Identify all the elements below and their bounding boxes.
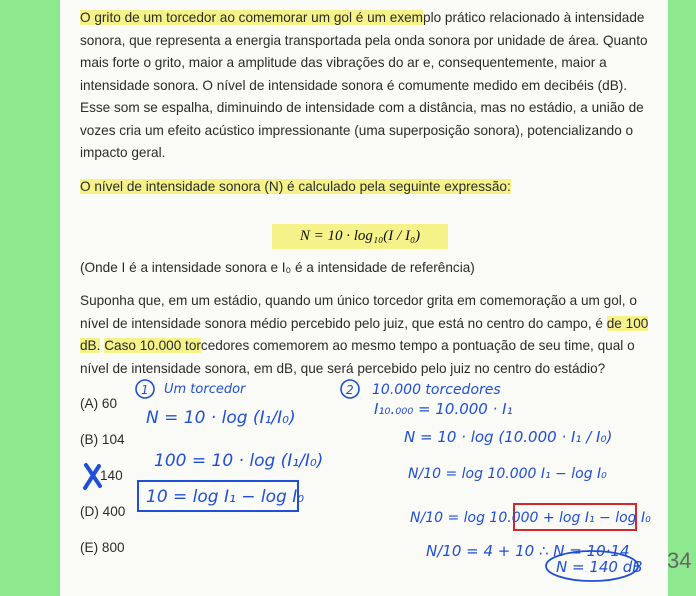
hw-one-fan: Um torcedor xyxy=(164,382,246,397)
hw-r6: N = 140 dB xyxy=(556,558,643,576)
intro-rest-a: plo prático relacionado à intensidade xyxy=(423,10,645,25)
formula: N = 10 · log₁₀(I / I₀) xyxy=(272,224,448,249)
question-part-b: cedores comemorem ao mesmo tempo a pontuação de seu time, qual o nível de intensidade sonora, em dB, que será percebido pelo juiz no centro do estádio? xyxy=(80,338,635,376)
reference-note: (Onde I é a intensidade sonora e I₀ é a intensidade de referência) xyxy=(80,260,475,275)
question-part-a: Suponha que, em um estádio, quando um único torcedor grita em comemoração a um gol, o nível de intensidade sonora médio percebido pelo juiz, que está no centro do campo, é xyxy=(80,293,637,331)
option-d[interactable]: (D) 400 xyxy=(80,504,126,519)
hw-r3: N/10 = log 10.000 I₁ − log I₀ xyxy=(408,466,607,482)
hw-c2: 2 xyxy=(346,383,354,397)
option-b[interactable]: (B) 104 xyxy=(80,432,125,447)
option-c[interactable]: 140 xyxy=(100,468,123,483)
highlight-10000: Caso 10.000 tor xyxy=(104,338,201,353)
option-a[interactable]: (A) 60 xyxy=(80,396,118,411)
highlight-100db: de 100 dB. xyxy=(80,315,649,353)
highlight-expression: O nível de intensidade sonora (N) é calculado pela seguinte expressão: xyxy=(80,179,511,194)
hw-c1: 1 xyxy=(141,383,149,397)
page-number: 34 xyxy=(667,548,692,573)
option-e[interactable]: (E) 800 xyxy=(80,540,125,555)
hw-r4: N/10 = log 10.000 + log I₁ − log I₀ xyxy=(410,510,651,526)
intro-rest-b: sonora, que representa a energia transportada pela onda sonora por unidade de área. Quanto mais forte o grito, maior a amplitude das vibrações do ar e, consequentemente, maior a intensidade sonora. O nível de intensidade sonora é comumente medido em decibéis (dB). Esse som se espalha, diminuindo de intensidade com a distância, mas no estádio, a união de vozes cria um efeito acústico impressionante (uma superposição sonora), potencializando o impacto geral. xyxy=(80,32,648,160)
hw-r1: I₁₀.₀₀₀ = 10.000 · I₁ xyxy=(374,400,513,418)
hw-r2: N = 10 · log (10.000 · I₁ / I₀) xyxy=(404,428,613,446)
selected-answer-mark xyxy=(85,465,100,488)
hw-eq1: N = 10 · log (I₁/I₀) xyxy=(146,408,296,428)
hw-eq3: 10 = log I₁ − log I₀ xyxy=(146,487,305,507)
hw-eq2: 100 = 10 · log (I₁/I₀) xyxy=(154,451,324,471)
hw-r5: N/10 = 4 + 10 ∴ N = 10·14 xyxy=(426,542,630,560)
hw-ten-thousand-fans: 10.000 torcedores xyxy=(372,382,501,398)
highlight-intro: O grito de um torcedor ao comemorar um gol é um exem xyxy=(80,10,424,25)
